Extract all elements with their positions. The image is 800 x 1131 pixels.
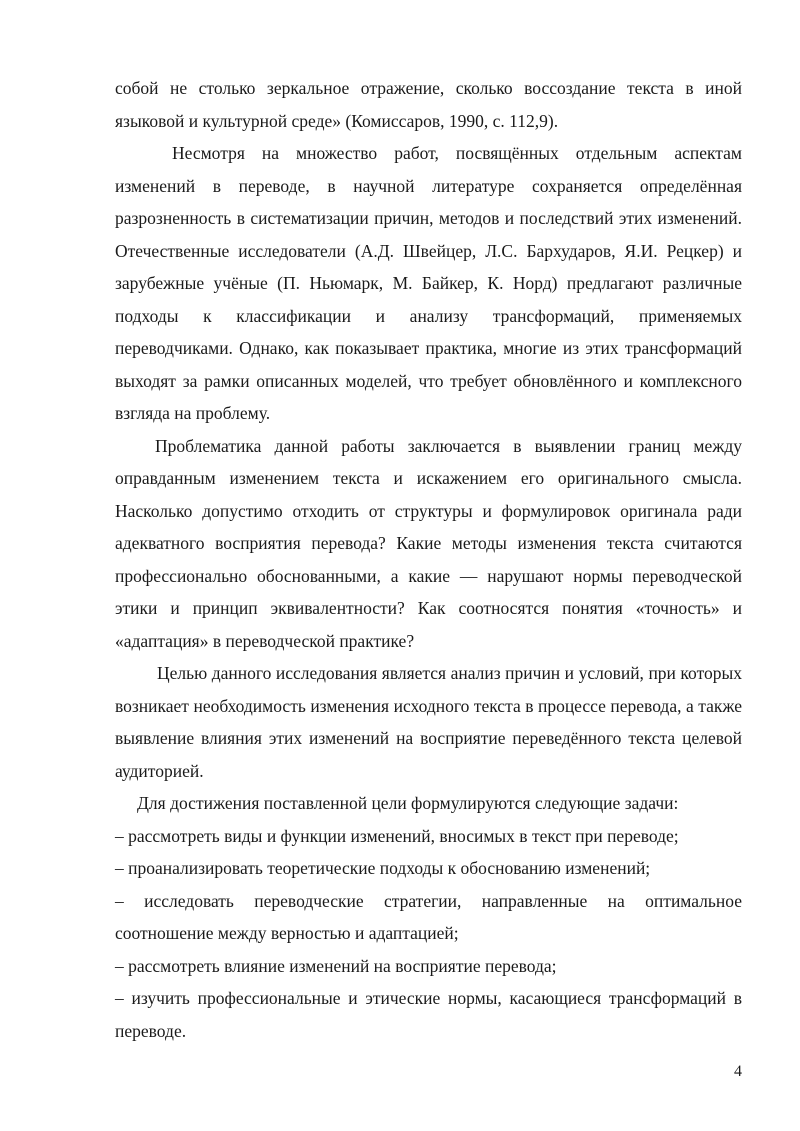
task-item: – исследовать переводческие стратегии, направленные на оптимальное соотношение между верностью и адаптацией; bbox=[115, 890, 742, 943]
paragraph-research-goal: Целью данного исследования является анализ причин и условий, при которых возникает необходимость изменения исходного текста в процессе перевода, а также выявление влияния этих изменений на восприятие переведённого текста целевой аудиторией. bbox=[115, 663, 742, 781]
body-text bbox=[115, 72, 742, 1047]
paragraph-problem-statement: Проблематика данной работы заключается в выявлении границ между оправданным изменением текста и искажением его оригинального смысла. Насколько допустимо отходить от структуры и формулировок оригинала ради адекватного восприятия перевода? Какие методы изменения текста считаются профессионально обоснованными, а какие — нарушают нормы переводческой этики и принцип эквивалентности? Как соотносятся понятия «точность» и «адаптация» в переводческой практике? bbox=[115, 435, 742, 651]
paragraph-tasks-intro: Для достижения поставленной цели формулируются следующие задачи: bbox=[137, 793, 679, 813]
task-item: – рассмотреть влияние изменений на восприятие перевода; bbox=[115, 955, 557, 976]
task-item: – проанализировать теоретические подходы к обоснованию изменений; bbox=[115, 858, 651, 878]
task-item: – рассмотреть виды и функции изменений, вносимых в текст при переводе; bbox=[115, 825, 679, 846]
paragraph-continuation: собой не столько зеркальное отражение, сколько воссоздание текста в иной языковой и культурной среде» (Комиссаров, 1990, с. 112,9). bbox=[115, 78, 742, 131]
page-number: 4 bbox=[734, 1063, 742, 1080]
paragraph-literature-review: Несмотря на множество работ, посвящённых отдельным аспектам изменений в переводе, в научной литературе сохраняется определённая разрозненность в систематизации причин, методов и последствий этих изменений. Отечественные исследователи (А.Д. Швейцер, Л.С. Бархударов, Я.И. Рецкер) и зарубежные учёные (П. Ньюмарк, М. Байкер, К. Норд) предлагают различные подходы к классификации и анализу трансформаций, применяемых переводчиками. Однако, как показывает практика, многие из этих трансформаций выходят за рамки описанных моделей, что требует обновлённого и комплексного взгляда на проблему. bbox=[115, 143, 742, 423]
task-item: – изучить профессиональные и этические нормы, касающиеся трансформаций в переводе. bbox=[115, 988, 742, 1041]
